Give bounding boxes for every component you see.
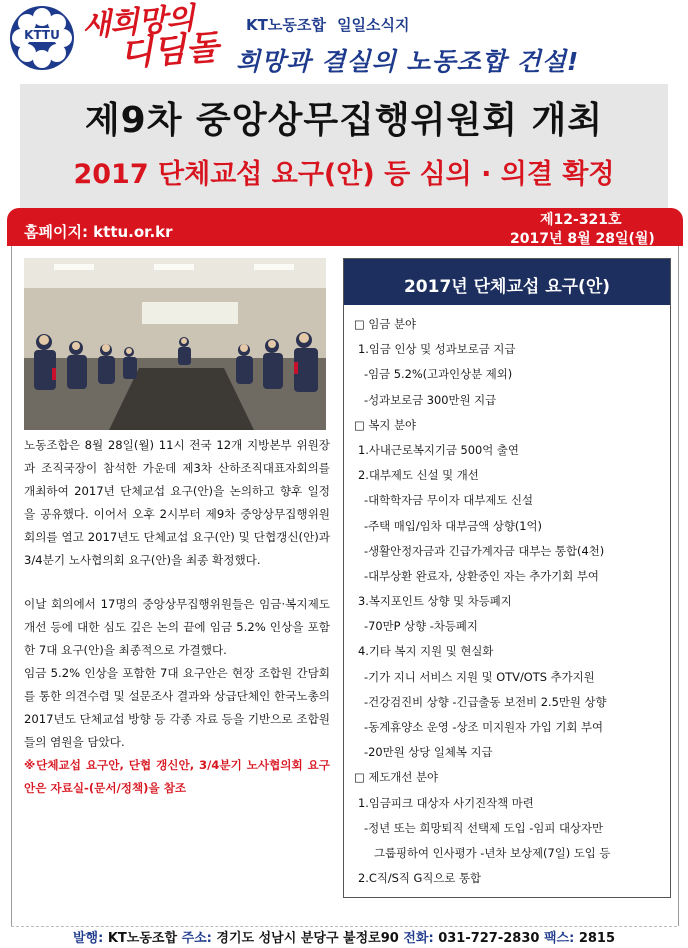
brand-script-line2: 디딤돌	[118, 27, 220, 75]
list-item: -대부상환 완료자, 상환중인 자는 추가기회 부여	[364, 568, 599, 583]
list-item: 3.복지포인트 상향 및 차등폐지	[358, 594, 512, 609]
list-item: -생활안정자금과 긴급가계자금 대부는 통합(4천)	[364, 543, 605, 558]
section-heading: □ 제도개선 분야	[354, 770, 439, 785]
article-paragraph-2: 이날 회의에서 17명의 중앙상무집행위원들은 임금·복지제도 개선 등에 대한 심도 깊은 논의 끝에 임금 5.2% 인상을 포함한 7대 요구(안)을 최종적으로 가결했다.	[24, 597, 330, 657]
list-item: -기가 지니 서비스 지원 및 OTV/OTS 추가지원	[364, 669, 595, 684]
slogan: 희망과 결실의 노동조합 건설!	[236, 47, 580, 76]
meeting-photo	[24, 258, 326, 430]
demands-panel-title: 2017년 단체교섭 요구(안)	[403, 277, 611, 297]
brand-script-line1: 새희망의	[80, 1, 195, 44]
list-item: 1.사내근로복지기금 500억 출연	[358, 442, 519, 457]
article-body	[24, 434, 330, 800]
issue-date: 2017년 8월 28일(월)	[510, 231, 655, 247]
newsletter-name	[246, 14, 410, 35]
list-item: 2.대부제도 신설 및 개선	[358, 468, 479, 483]
list-item: -대학학자금 무이자 대부제도 신설	[364, 493, 534, 508]
phone: 031-727-2830	[438, 931, 540, 946]
list-item: -정년 또는 희망퇴직 선택제 도입 -임피 대상자만	[364, 820, 604, 835]
main-title: 제9차 중앙상무집행위원회 개최	[84, 100, 604, 141]
logo-text: KTTU	[24, 28, 60, 42]
list-item: -20만원 상당 일체복 지급	[364, 745, 493, 760]
demands-list	[350, 312, 668, 891]
list-item: 그룹핑하여 인사평가 -년차 보상제(7일) 도입 등	[374, 845, 611, 860]
article-paragraph-1: 노동조합은 8월 28일(월) 11시 전국 12개 지방본부 위원장과 조직국장이 참석한 가운데 제3차 산하조직대표자회의를 개최하여 2017년 단체교섭 요구(안)을 논의하고 향후 일정을 공유했다. 이어서 오후 2시부터 제9차 중앙상무집행위원회의를 열고 2017년도 단체교섭 요구(안) 및 단협갱신(안)과 3/4분기 노사협의회 요구(안)을 최종 확정했다.	[24, 438, 330, 567]
issue-number: 제12-321호	[540, 212, 622, 228]
article-paragraph-3: 임금 5.2% 인상을 포함한 7대 요구안은 현장 조합원 간담회를 통한 의견수렴 및 설문조사 결과와 상급단체인 한국노총의 2017년도 단체교섭 방향 등 각종 자료 등을 기반으로 조합원들의 염원을 담았다.	[24, 666, 330, 749]
address: 경기도 성남시 분당구 불정로90	[216, 931, 399, 946]
list-item: -성과보로금 300만원 지급	[364, 392, 497, 407]
section-heading: □ 임금 분야	[354, 317, 417, 331]
section-heading: □ 복지 분야	[354, 417, 417, 432]
publisher-label: 발행:	[72, 931, 104, 946]
reference-note: ※단체교섭 요구안, 단협 갱신안, 3/4분기 노사협의회 요구안은 자료실-(문서/정책)을 참조	[24, 758, 330, 795]
fax-label: 팩스:	[543, 931, 575, 946]
homepage-link[interactable]: 홈페이지: kttu.or.kr	[24, 223, 173, 241]
address-label: 주소:	[181, 931, 212, 946]
list-item: -70만P 상향 -차등폐지	[364, 619, 478, 634]
divider	[11, 918, 677, 927]
list-item: -주택 매입/임차 대부금액 상향(1억)	[364, 518, 542, 533]
fax: 2815	[578, 931, 616, 946]
list-item: -동계휴양소 운영 -상조 미지원자 가입 기회 부여	[364, 720, 604, 734]
phone-label: 전화:	[403, 931, 434, 946]
newsletter-label: 일일소식지	[337, 16, 410, 34]
list-item: -건강검진비 상향 -긴급출동 보전비 2.5만원 상향	[364, 694, 607, 709]
list-item: 1.임금 인상 및 성과보로금 지급	[358, 342, 516, 357]
list-item: 1.임금피크 대상자 사기진작책 마련	[358, 795, 534, 810]
footer	[0, 927, 688, 946]
list-item: 4.기타 복지 지원 및 현실화	[358, 644, 494, 659]
publisher: KT노동조합	[107, 931, 178, 946]
union-name: KT노동조합	[246, 16, 326, 34]
sub-title: 2017 단체교섭 요구(안) 등 심의 · 의결 확정	[73, 159, 615, 190]
list-item: 2.C직/S직 G직으로 통합	[358, 871, 481, 886]
list-item: -임금 5.2%(고과인상분 제외)	[364, 367, 513, 382]
